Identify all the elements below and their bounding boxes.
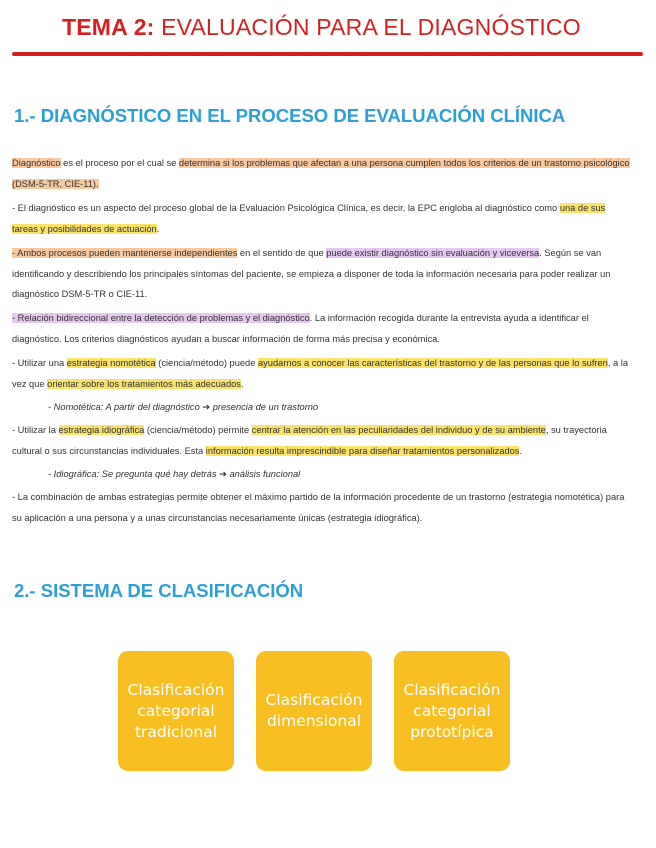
- header-divider: [12, 52, 643, 56]
- text-span: una de sus tareas y posibilidades de actuación: [12, 203, 606, 234]
- box-dimensional: Clasificación dimensional: [256, 651, 372, 771]
- text-span: , su trayectoria cultural o sus circunstancias individuales. Esta: [12, 425, 607, 456]
- paragraph-definicion: [12, 153, 632, 194]
- text-span: puede existir diagnóstico sin evaluación y viceversa: [326, 248, 540, 258]
- text-span: .: [240, 378, 244, 389]
- text-span: (ciencia/método) permite: [144, 425, 252, 435]
- text-span: información resulta imprescindible para diseñar tratamientos personalizados: [205, 445, 520, 456]
- text-span: . La información recogida durante la entrevista ayuda a identificar el diagnóstico. Los criterios diagnósticos ayudan a buscar información de forma más precisa y económica.: [12, 313, 589, 344]
- text-span: (ciencia/método) puede: [155, 358, 258, 368]
- text-span: centrar la atención en las peculiaridades del individuo y de su ambiente: [251, 425, 546, 435]
- text-span: - El diagnóstico es un aspecto del proceso global de la Evaluación Psicológica Clínica, es decir, la EPC engloba al diagnóstico como: [12, 203, 560, 213]
- text-span: ayudarnos a conocer las características del trastorno y de las personas que lo sufren: [257, 358, 608, 368]
- box-categorial-prototipica: Clasificación categorial prototípica: [394, 651, 510, 771]
- paragraph-nomotetica: [12, 353, 632, 394]
- paragraph-bidireccional: [12, 308, 632, 349]
- text-span: en el sentido de que: [237, 248, 327, 258]
- text-span: . Según se van identificando y describiendo los principales síntomas del paciente, se empieza a disponer de toda la información necesaria para poder realizar un diagnóstico DSM-5-TR o CIE-11.: [12, 248, 611, 299]
- note-idiografica: - Idiográfica: Se pregunta qué hay detrás ➔ análisis funcional: [48, 469, 301, 479]
- text-span: - Ambos procesos pueden mantenerse independientes: [12, 248, 238, 258]
- note-nomotetica: - Nomotética: A partir del diagnóstico ➔ presencia de un trastorno: [48, 402, 319, 412]
- paragraph-combinacion: - La combinación de ambas estrategias permite obtener el máximo partido de la información procedente de un trastorno (estrategia nomotética) para su aplicación a una persona y a unas circunstancias necesariamente únicas (estrategia idiográfica).: [12, 492, 625, 523]
- paragraph-idiografica: [12, 420, 632, 461]
- text-span: estrategia idiográfica: [58, 425, 145, 435]
- text-span: - Utilizar una: [12, 358, 67, 368]
- text-span: estrategia nomotética: [66, 358, 156, 368]
- text-span: - Utilizar la: [12, 425, 59, 435]
- text-span: Diagnóstico: [12, 158, 61, 168]
- text-span: - Relación bidireccional entre la detección de problemas y el diagnóstico: [12, 313, 310, 323]
- paragraph-independencia: [12, 243, 632, 305]
- title-rest: EVALUACIÓN PARA EL DIAGNÓSTICO: [154, 14, 581, 40]
- section-heading-diagnostico: 1.- DIAGNÓSTICO EN EL PROCESO DE EVALUACIÓN CLÍNICA: [14, 105, 566, 126]
- paragraph-epc: [12, 198, 632, 239]
- box-categorial-tradicional: Clasificación categorial tradicional: [118, 651, 234, 771]
- classification-boxes: [118, 651, 518, 771]
- text-span: orientar sobre los tratamientos más adecuados: [47, 378, 241, 389]
- title-bold: TEMA 2:: [62, 14, 155, 40]
- section-heading-clasificacion: 2.- SISTEMA DE CLASIFICACIÓN: [14, 580, 304, 601]
- text-span: , a la vez que: [12, 358, 628, 389]
- text-span: .: [519, 445, 523, 456]
- page-title: [62, 14, 581, 41]
- text-span: determina si los problemas que afectan a una persona cumplen todos los criterios de un trastorno psicológico (DSM-5-TR, CIE-11).: [12, 158, 630, 189]
- text-span: .: [156, 223, 160, 234]
- text-span: es el proceso por el cual se: [60, 158, 179, 168]
